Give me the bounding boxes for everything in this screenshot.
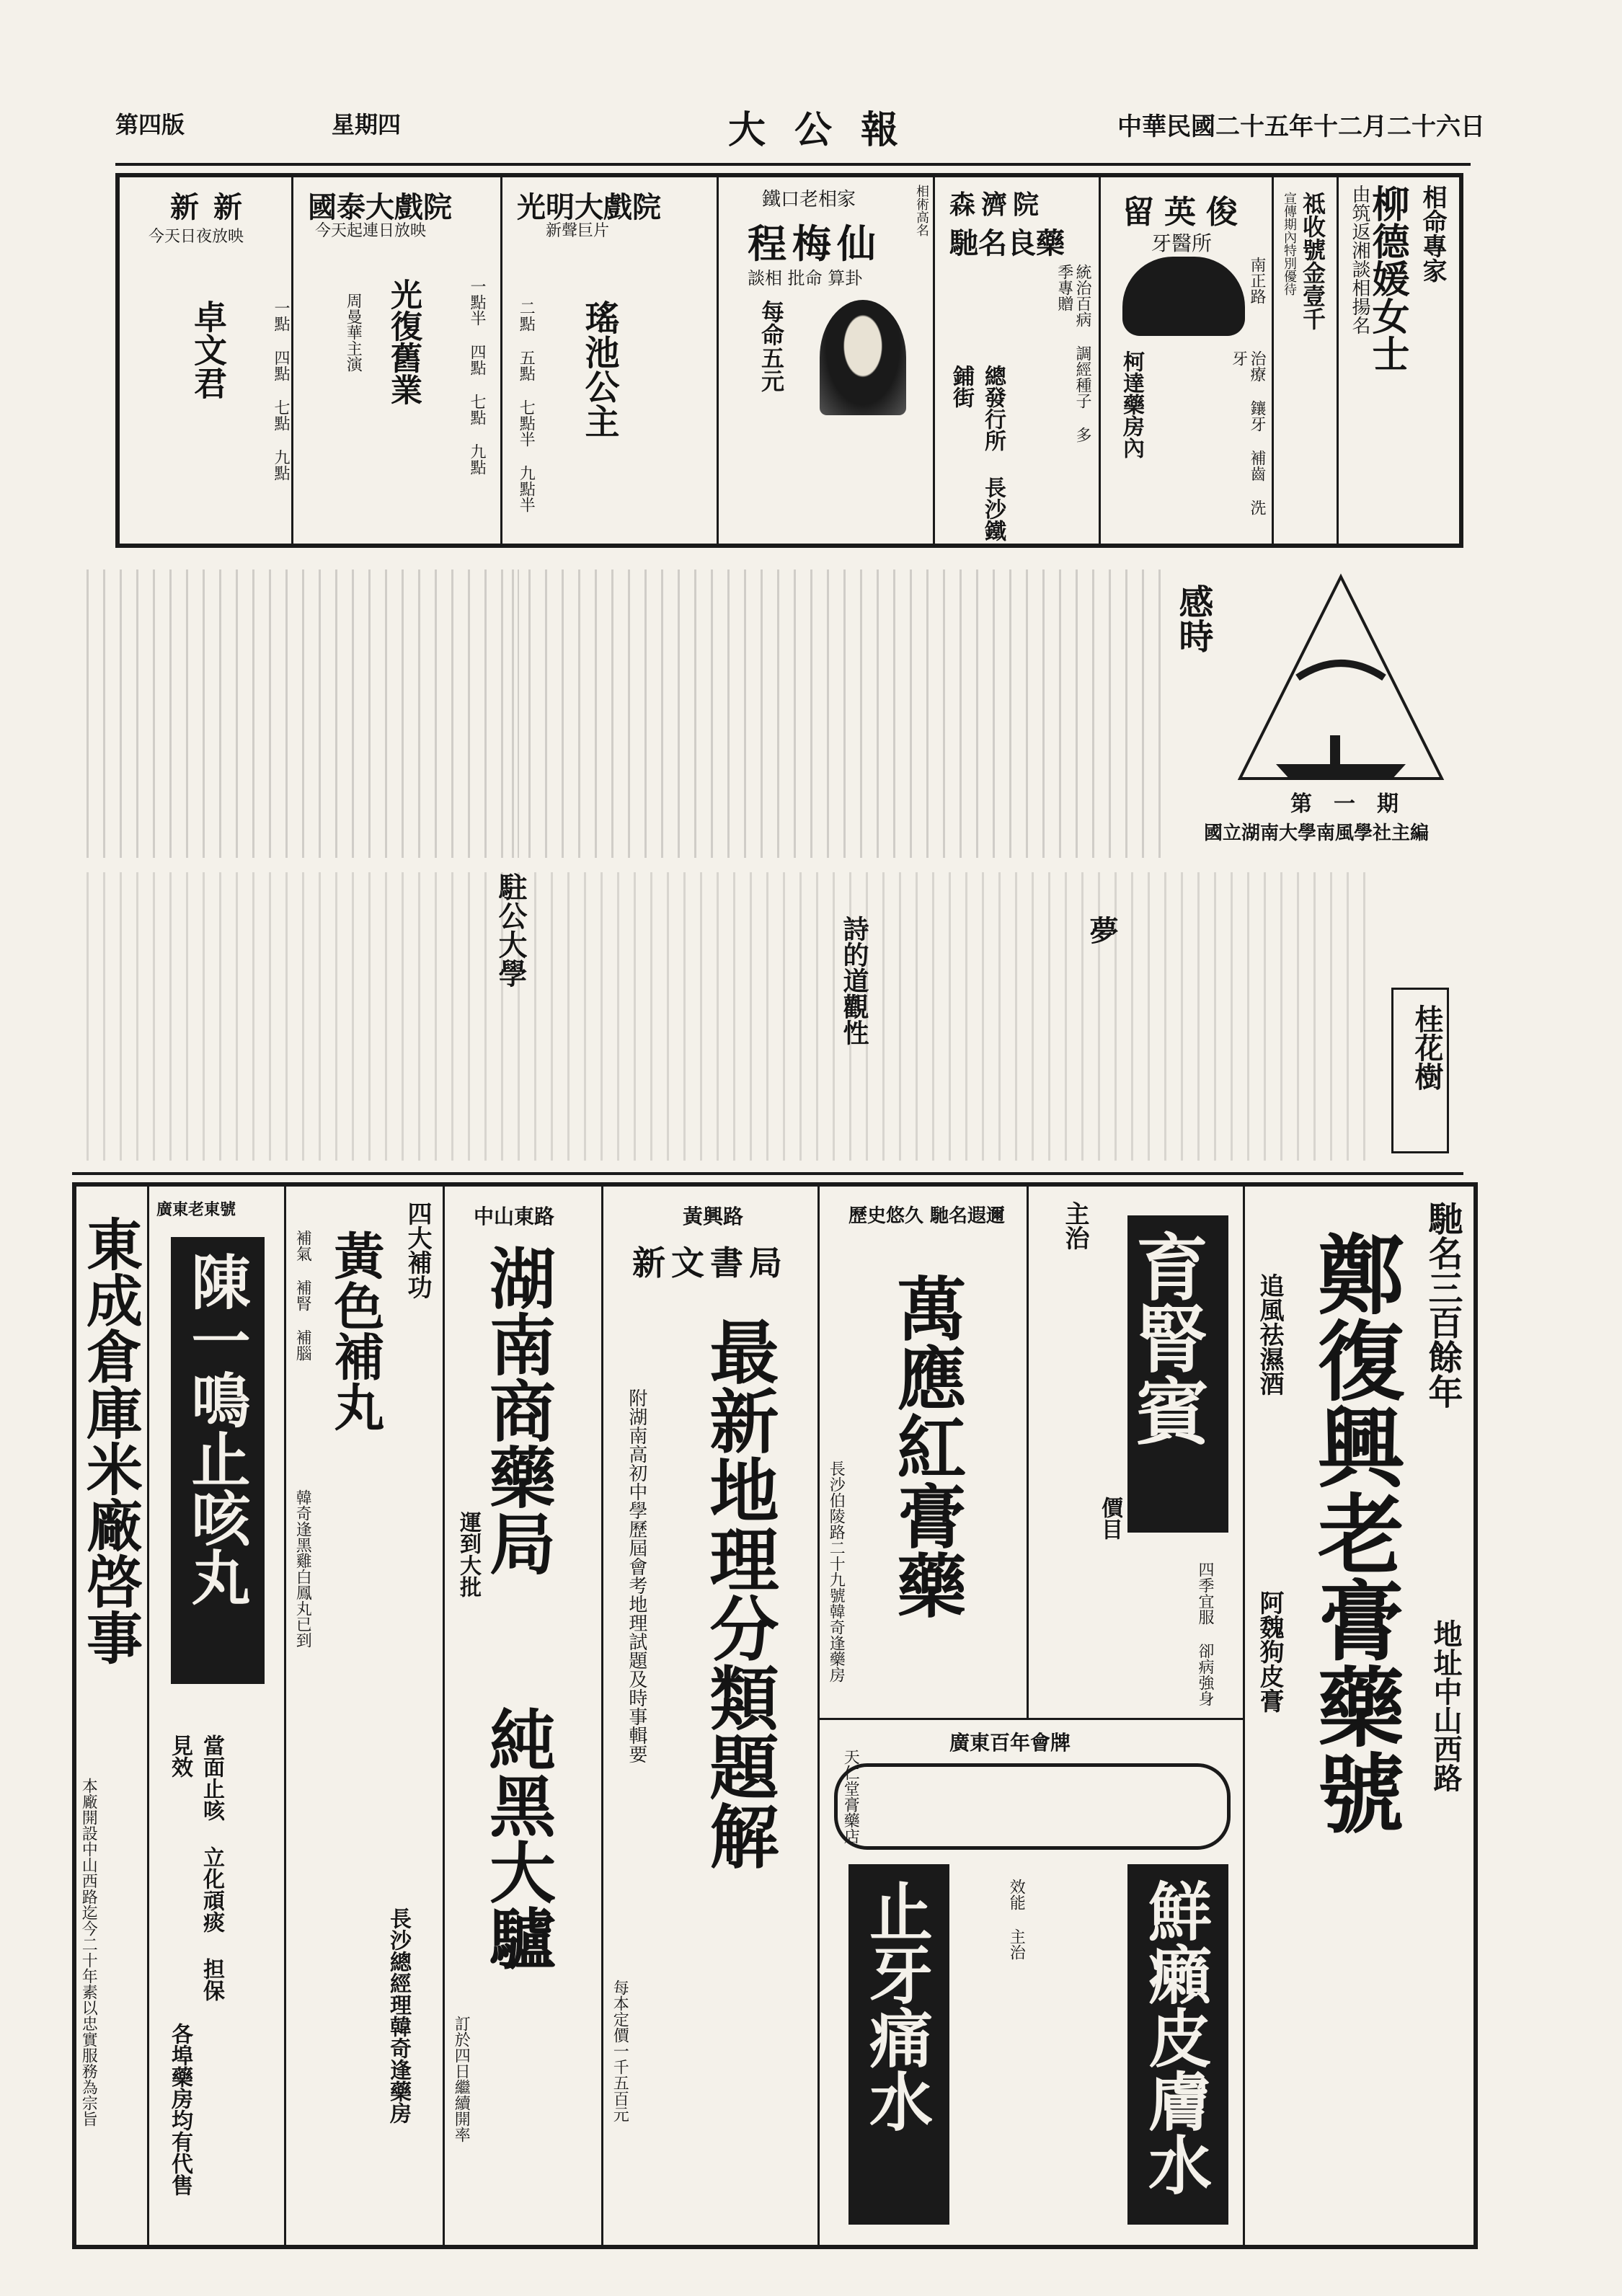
bottom-ads-band [72,1182,1478,2249]
ad-chen [147,1187,284,2245]
ad-guotai [291,177,500,544]
ad-xinxin-times: 一點 四點 七點 九點 [272,300,290,481]
feature-body-2 [87,569,519,858]
feature-issue: 第一期 [1290,792,1420,817]
portrait-image [820,300,906,415]
ad-guotai-times: 一點半 四點 七點 九點 [468,278,486,475]
ad-yushen-title-block [1124,1215,1228,1533]
ad-huangse-brand: 韓奇逢黑雞白鳳丸已到 [293,1489,312,1648]
feature-body-1 [512,569,1175,858]
feature-column: 國立湖南大學南風學社主編 [1204,823,1430,844]
ad-zheng-addr: 地址中山西路 [1429,1619,1463,1792]
ad-yushen-price: 價目 [1097,1497,1122,1540]
ad-xinxin-title: 新新 [170,190,257,224]
ad-xinwen-name: 新文書局 [632,1244,788,1282]
ad-liu-fee: 祗收號金壹千 [1299,192,1326,330]
ad-senji-lines: 統治百病 調經種子 多季專贈 [1055,264,1091,443]
feature-osmanthus-box [1391,988,1449,1153]
ad-wanying-brand: 歷史悠久 馳名遐邇 [848,1205,1006,1227]
ad-guangming-sub: 新聲巨片 [546,222,610,240]
ad-pi-name2-block [848,1864,949,2225]
ad-xinxin-film: 卓文君 [189,300,228,399]
ad-xinwen-note: 附湖南高初中學歷屆會考地理試題及時事輯要 [625,1388,647,1763]
ad-yushen-sub: 四季宜服 卻病強身 [1196,1561,1214,1706]
ad-guotai-film: 光復舊業 [385,278,422,405]
ad-cheng-fee: 每命五元 [758,300,785,392]
ad-wanying-name: 萬應紅膏藥 [886,1273,967,1619]
ad-hunan-sub: 運到大批 [456,1511,481,1597]
ad-chen-effects: 當面止咳 立化頑痰 担保見效 [167,1734,224,2001]
ad-pi-name-block [1127,1864,1228,2225]
masthead-rule [115,163,1471,166]
ad-chen-name: 陳一鳴止咳丸 [182,1251,251,1606]
ad-xinwen [601,1187,817,2245]
ad-dental-addr: 柯達藥房內 [1119,350,1144,458]
ad-huangse-tag: 四大補功 [403,1201,432,1299]
ad-zheng-note: 阿魏狗皮膏 [1255,1590,1284,1713]
ad-hunan-name: 湖南商藥局 [479,1244,557,1576]
ad-yushen [1027,1187,1243,1720]
ad-dental-road: 南正路 [1248,257,1266,304]
ad-huangse-name: 黃色補丸 [326,1230,386,1432]
ad-senji-name: 馳名良藥 [949,226,1065,260]
ad-senji-addr: 總發行所 長沙鐵鋪街 [949,365,1006,541]
ad-yushen-effect: 主治 [1060,1201,1089,1250]
ad-hunan-product: 純黑大驢 [479,1706,557,1971]
feature-logo [1204,569,1449,844]
ad-guangming-times: 二點 五點 七點半 九點半 [517,300,536,513]
ad-liu-fee-col [1272,177,1337,544]
ad-xinwen-book: 最新地理分類題解 [699,1316,780,1870]
ad-liu-tag: 相命專家 [1418,185,1447,283]
tooth-icon [1122,257,1245,336]
ad-dental-items: 治療 鑲牙 補齒 洗牙 [1229,350,1266,515]
ad-dongcheng-name: 東成倉庫米廠啓事 [77,1215,143,1665]
ad-guangming-film: 瑤池公主 [579,300,619,438]
feature-osmanthus: 桂花樹 [1410,1004,1444,1091]
mountain-ship-icon [1233,569,1449,786]
ad-cheng-name: 程梅仙 [748,221,882,267]
ad-liu-name: 柳德媛女士 [1365,185,1409,372]
ad-xinxin-sub: 今天日夜放映 [149,228,244,246]
ad-chen-tag: 廣東老東號 [156,1200,236,1219]
ad-hunan-tag: 中山東路 [474,1205,555,1228]
masthead-date: 中華民國二十五年十二月二十六日 [1117,112,1485,141]
ad-senji-title: 森濟院 [949,190,1045,220]
ad-hunan-note: 訂於四日繼續開率 [452,2016,471,2142]
masthead-paper: 大公報 [728,108,928,152]
ad-guangming-title: 光明大戲院 [517,190,661,224]
ad-chen-name-block [171,1237,265,1684]
ad-xinxin [120,177,297,544]
ad-zheng [1243,1187,1473,2245]
feature-body-3 [87,872,1370,1161]
ad-dental-title: 留英俊 [1122,194,1248,231]
ad-guotai-star: 周曼華主演 [344,293,363,372]
ad-zheng-tag: 馳名三百餘年 [1422,1201,1463,1409]
ad-cheng-sub: 鐵口老相家 [762,189,856,210]
masthead-weekday: 星期四 [332,111,402,138]
ad-wanying-dist-text: 天仁堂膏藥店 [841,1749,860,1844]
ad-wanying-addr: 長沙伯陵路二十九號韓奇逢藥房 [827,1461,846,1683]
feature-dream: 夢 [1085,916,1119,944]
ad-senji [933,177,1099,544]
ad-pi-logo [834,1763,1231,1850]
top-ads-band [115,173,1463,548]
ad-liu-sub: 由筑返湘談相揚名 [1349,185,1370,334]
ad-pi-effects: 效能 主治 [1007,1879,1026,1960]
masthead [115,107,1485,152]
ad-liu [1337,177,1459,544]
ad-pi-name: 鮮癩皮膚水 [1138,1879,1213,2196]
ad-dongcheng [76,1187,157,2245]
ad-pi-tag: 廣東百年會牌 [949,1731,1071,1755]
ad-xinwen-tag: 黃興路 [683,1205,744,1228]
feature-title: 感時 [1173,584,1213,653]
ad-dental-sub: 牙醫所 [1151,231,1213,255]
ad-yushen-name: 育腎賓 [1124,1230,1209,1446]
ad-liu-note: 宣傳期內特別優待 [1282,192,1297,296]
masthead-page: 第四版 [115,111,185,138]
ad-hunan [443,1187,601,2245]
feature-poem: 詩的道觀性 [839,916,869,1045]
feature-section [72,555,1463,1175]
ad-dongcheng-note: 本廠開設中山西路迄今二十年素以忠實服務為宗旨 [79,1778,98,2127]
ad-guangming [500,177,717,544]
ad-zheng-name: 鄭復興老膏藥號 [1303,1230,1405,1835]
ad-chen-sale: 各埠藥房均有代售 [167,2023,192,2196]
ad-cheng-tag: 相術高名 [914,185,929,236]
ad-guotai-title: 國泰大戲院 [308,190,452,224]
ad-guotai-sub: 今天起連日放映 [315,222,427,240]
feature-univ: 駐公大學 [494,872,528,988]
ad-dental [1099,177,1272,544]
ad-cheng-lines: 談相 批命 算卦 [748,268,863,288]
ad-zheng-sub: 追風祛濕酒 [1255,1273,1284,1396]
ad-huangse-addr: 長沙總經理韓奇逢藥房 [386,1907,411,2124]
ad-pi-name2: 止牙痛水 [859,1879,934,2132]
ad-huangse-sub: 補氣 補腎 補腦 [293,1230,312,1361]
ad-cheng [717,177,933,544]
ad-xinwen-price: 每本定價一千五百元 [611,1980,629,2122]
ad-huangse [284,1187,443,2245]
ad-pi [817,1720,1243,2245]
ad-wanying [817,1187,1027,1720]
